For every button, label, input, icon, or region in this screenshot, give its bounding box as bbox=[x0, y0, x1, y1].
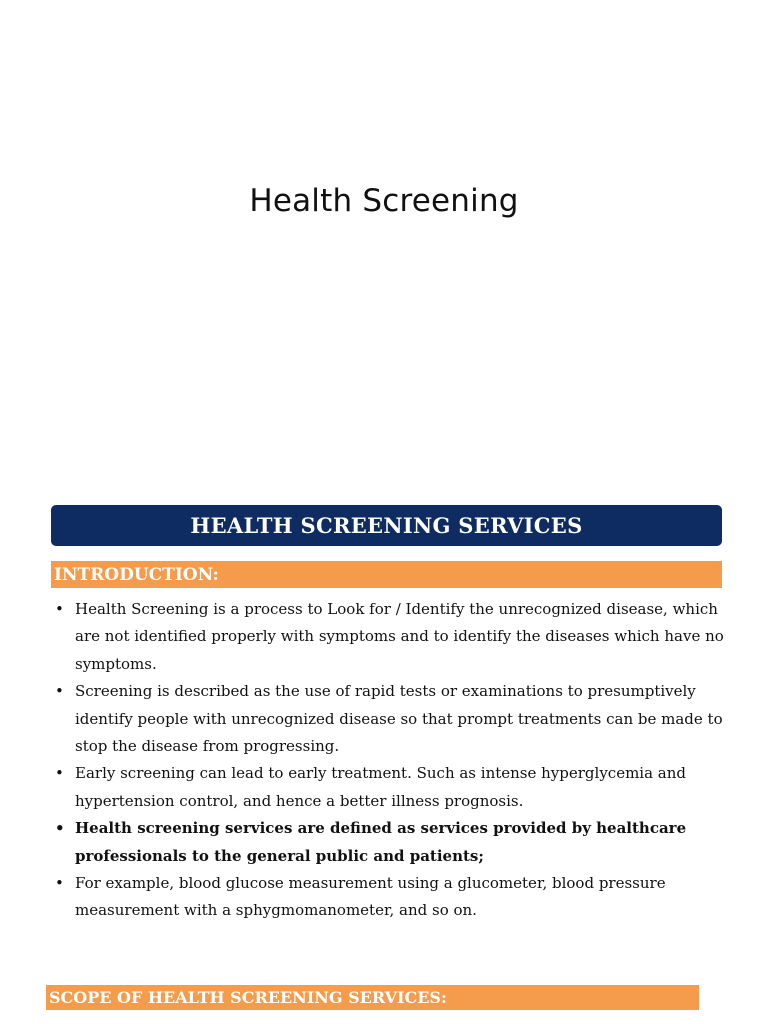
bullet-icon: • bbox=[55, 819, 65, 838]
bullet-item bbox=[51, 596, 731, 678]
scope-heading: SCOPE OF HEALTH SCREENING SERVICES: bbox=[46, 985, 699, 1010]
bullet-icon: • bbox=[55, 874, 64, 893]
bullet-text: Health Screening is a process to Look for / Identify the unrecognized disease, which are not identified properly with symptoms and to identify the diseases which have no symptoms. bbox=[75, 600, 724, 673]
slide-title: Health Screening bbox=[249, 183, 519, 219]
bullet-icon: • bbox=[55, 600, 64, 618]
bullet-item bbox=[51, 815, 731, 870]
intro-bullet-list bbox=[51, 596, 731, 925]
bullet-text: Health screening services are defined as services provided by healthcare professionals to the general public and patients; bbox=[75, 819, 687, 865]
bullet-icon: • bbox=[55, 682, 64, 701]
intro-heading: INTRODUCTION: bbox=[51, 561, 722, 588]
document-banner: HEALTH SCREENING SERVICES bbox=[51, 505, 722, 546]
bullet-text: For example, blood glucose measurement using a glucometer, blood pressure measurement with a sphygmomanometer, and so on. bbox=[75, 874, 666, 920]
bullet-text: Early screening can lead to early treatment. Such as intense hyperglycemia and hypertension control, and hence a better illness prognosis. bbox=[75, 764, 687, 810]
bullet-text: Screening is described as the use of rapid tests or examinations to presumptively identify people with unrecognized disease so that prompt treatments can be made to stop the disease from progressing. bbox=[75, 682, 723, 756]
bullet-item bbox=[51, 678, 731, 760]
bullet-icon: • bbox=[55, 764, 64, 783]
bullet-item bbox=[51, 760, 731, 815]
bullet-item bbox=[51, 870, 731, 925]
